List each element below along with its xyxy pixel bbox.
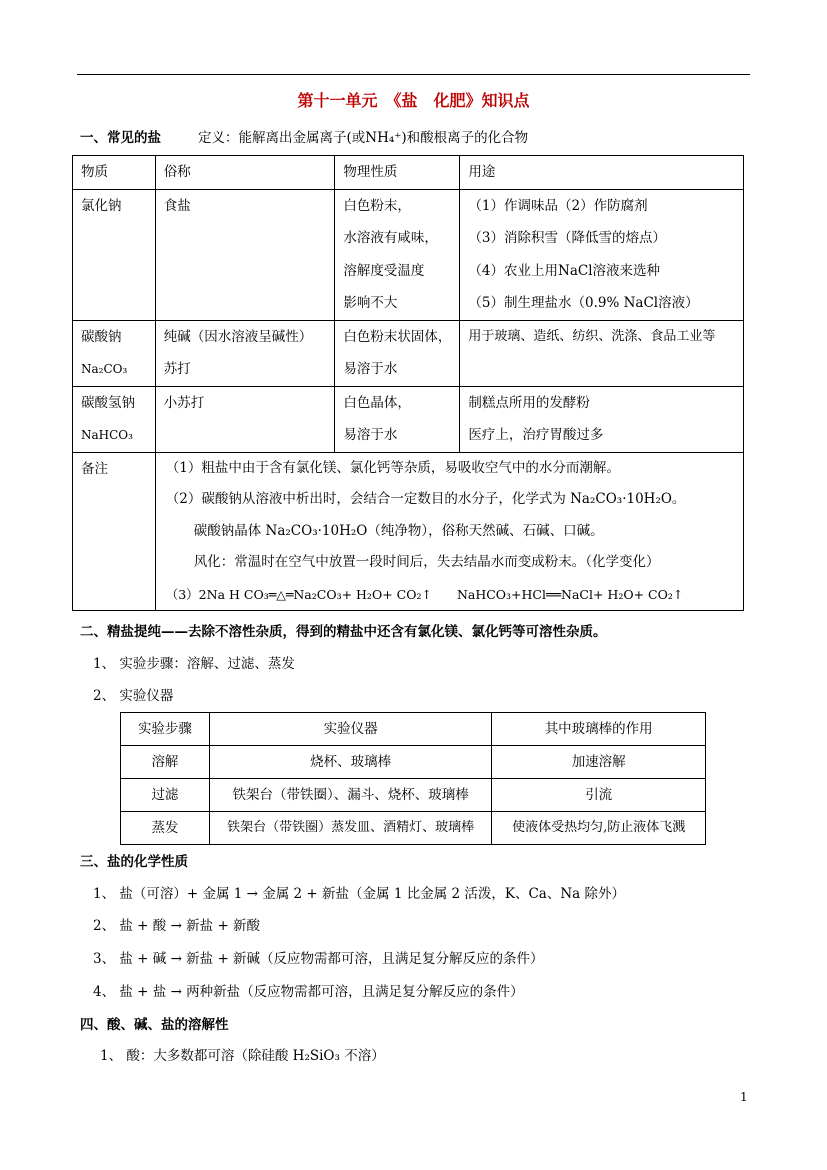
note-line: （2）碳酸钠从溶液中析出时，会结合一定数目的水分子，化学式为 Na₂CO₃·10H₂O。 — [165, 491, 686, 507]
header-rule — [77, 74, 750, 75]
use-item: （1）作调味品（2）作防腐剂 — [468, 197, 648, 214]
note-line: （1）粗盐中由于含有氯化镁、氯化钙等杂质，易吸收空气中的水分而潮解。 — [165, 459, 620, 476]
header-cell: 其中玻璃棒的作用 — [492, 713, 706, 746]
common-name: 苏打 — [163, 361, 191, 377]
use-item: 医疗上，治疗胃酸过多 — [468, 427, 604, 443]
table-row — [121, 746, 706, 779]
table-row-nacl — [73, 189, 744, 320]
table-row-notes — [73, 452, 744, 611]
table-header-row — [121, 713, 706, 746]
substance-name: 碳酸氢钠 — [81, 394, 135, 411]
header-cell: 用途 — [460, 156, 744, 190]
table-row-nahco3 — [73, 386, 744, 452]
use-item: （4）农业上用NaCl溶液来选种 — [468, 262, 661, 279]
substance-name: 氯化钠 — [81, 197, 122, 214]
substance-formula: Na₂CO₃ — [81, 362, 128, 376]
section3-heading: 三、盐的化学性质 — [80, 854, 188, 870]
table-row-na2co3 — [73, 320, 744, 386]
step-cell: 蒸发 — [121, 812, 210, 845]
section4-item1: 1、 酸：大多数都可溶（除硅酸 H₂SiO₃ 不溶） — [100, 1048, 385, 1064]
common-name: 食盐 — [163, 197, 191, 214]
page-title: 第十一单元 《盐 化肥》知识点 — [297, 91, 530, 110]
section3-item: 1、 盐（可溶）+ 金属 1 → 金属 2 + 新盐（金属 1 比金属 2 活泼，K、Ca、Na 除外） — [93, 886, 625, 902]
section3-item: 3、 盐 + 碱 → 新盐 + 新碱（反应物需都可溶，且满足复分解反应的条件） — [93, 951, 544, 967]
section3-item: 2、 盐 + 酸 → 新盐 + 新酸 — [93, 918, 261, 934]
physical-property: 易溶于水 — [343, 361, 398, 377]
physical-property: 白色粉末， — [343, 197, 411, 214]
common-salts-table — [72, 155, 744, 611]
glass-rod-role-cell: 使液体受热均匀,防止液体飞溅 — [492, 812, 706, 845]
use-item: 用于玻璃、造纸、纺织、洗涤、食品工业等 — [468, 328, 716, 344]
apparatus-cell: 铁架台（带铁圈）、漏斗、烧杯、玻璃棒 — [209, 779, 492, 812]
substance-formula: NaHCO₃ — [81, 428, 133, 442]
header-cell: 实验步骤 — [121, 713, 210, 746]
header-cell: 物质 — [73, 156, 156, 190]
apparatus-cell: 烧杯、玻璃棒 — [209, 746, 492, 779]
section2-item1: 1、 实验步骤：溶解、过滤、蒸发 — [93, 656, 295, 672]
apparatus-cell: 铁架台（带铁圈）蒸发皿、酒精灯、玻璃棒 — [209, 812, 492, 845]
notes-label: 备注 — [73, 452, 156, 611]
physical-property: 溶解度受温度 — [343, 262, 425, 279]
step-cell: 溶解 — [121, 746, 210, 779]
glass-rod-role-cell: 加速溶解 — [492, 746, 706, 779]
use-item: （3）消除积雪（降低雪的熔点） — [468, 230, 667, 246]
header-cell: 实验仪器 — [209, 713, 492, 746]
section1-heading: 一、常见的盐 — [80, 130, 161, 146]
table-header-row — [73, 156, 744, 190]
table-row — [121, 779, 706, 812]
physical-property: 白色粉末状固体， — [343, 328, 452, 345]
section1-definition: 定义：能解离出金属离子(或NH₄⁺)和酸根离子的化合物 — [198, 130, 529, 146]
substance-name: 碳酸钠 — [81, 328, 122, 345]
table-row — [121, 812, 706, 845]
physical-property: 影响不大 — [343, 295, 398, 311]
common-name: 纯碱（因水溶液呈碱性） — [163, 328, 313, 345]
glass-rod-role-cell: 引流 — [492, 779, 706, 812]
header-cell: 物理性质 — [335, 156, 460, 190]
physical-property: 白色晶体， — [343, 394, 411, 411]
use-item: 制糕点所用的发酵粉 — [468, 394, 590, 411]
purification-table — [120, 712, 706, 845]
section2-item2: 2、 实验仪器 — [93, 688, 174, 704]
section2-heading: 二、精盐提纯——去除不溶性杂质，得到的精盐中还含有氯化镁、氯化钙等可溶性杂质。 — [80, 624, 607, 640]
header-cell: 俗称 — [155, 156, 335, 190]
physical-property: 水溶液有咸味， — [343, 230, 438, 246]
page-number: 1 — [740, 1090, 748, 1104]
note-line: 碳酸钠晶体 Na₂CO₃·10H₂O（纯净物），俗称天然碱、石碱、口碱。 — [193, 522, 604, 539]
physical-property: 易溶于水 — [343, 427, 398, 443]
section3-item: 4、 盐 + 盐 → 两种新盐（反应物需都可溶，且满足复分解反应的条件） — [93, 984, 524, 1000]
note-line: （3）2Na H CO₃═△═Na₂CO₃+ H₂O+ CO₂↑ NaHCO₃+HCl══NaCl+ H₂O+ CO₂↑ — [165, 586, 684, 602]
step-cell: 过滤 — [121, 779, 210, 812]
use-item: （5）制生理盐水（0.9% NaCl溶液） — [468, 295, 699, 311]
note-line: 风化：常温时在空气中放置一段时间后，失去结晶水而变成粉末。（化学变化） — [193, 554, 660, 570]
common-name: 小苏打 — [163, 394, 205, 411]
section4-heading: 四、酸、碱、盐的溶解性 — [80, 1017, 229, 1033]
